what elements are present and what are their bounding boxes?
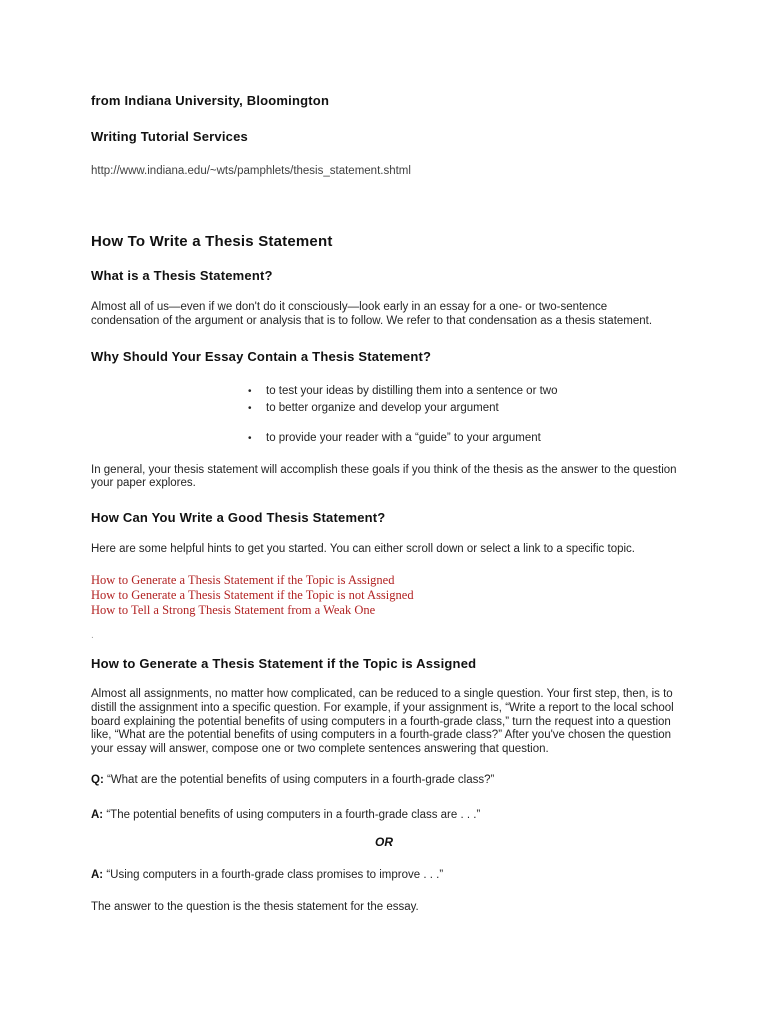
question-text: “What are the potential benefits of using computers in a fourth-grade class?”	[103, 773, 495, 786]
paragraph-closing: The answer to the question is the thesis statement for the essay.	[91, 901, 419, 914]
paragraph-helpful-hints: Here are some helpful hints to get you started. You can either scroll down or select a link to a specific topic.	[91, 543, 635, 556]
list-item	[91, 430, 677, 447]
heading-why-should: Why Should Your Essay Contain a Thesis Statement?	[91, 348, 432, 364]
bullet-icon: •	[248, 402, 252, 414]
or-divider: OR	[375, 834, 393, 849]
question-line	[91, 774, 677, 788]
source-url: http://www.indiana.edu/~wts/pamphlets/thesis_statement.shtml	[91, 165, 411, 177]
heading-how-can: How Can You Write a Good Thesis Statement?	[91, 510, 386, 526]
link-strong-vs-weak[interactable]: How to Tell a Strong Thesis Statement from a Weak One	[91, 602, 376, 617]
service-line: Writing Tutorial Services	[91, 129, 248, 144]
list-item	[91, 383, 677, 400]
stray-period: .	[91, 629, 94, 641]
link-topic-not-assigned[interactable]: How to Generate a Thesis Statement if the Topic is not Assigned	[91, 587, 414, 602]
answer-text: “Using computers in a fourth-grade class promises to improve . . .”	[103, 869, 444, 882]
answer-label: A:	[91, 869, 104, 882]
bullet-icon: •	[248, 385, 252, 397]
paragraph-topic-assigned: Almost all assignments, no matter how complicated, can be reduced to a single question. Your first step, then, is to distill the assignment into a specific question. For example, if your assignment is, “Write a report to the local school board explaining the potential benefits of using computers in a fourth-grade class,” turn the request into a question like, “What are the potential benefits of using computers in a fourth-grade class?” After you've chosen the question your essay will answer, compose one or two complete sentences answering that question.	[91, 687, 674, 756]
paragraph-what-is: Almost all of us—even if we don't do it consciously—look early in an essay for a one- or two-sentence condensation of the argument or analysis that is to follow. We refer to that condensation as a thesis statement.	[91, 301, 653, 327]
answer-line-2	[91, 869, 677, 883]
answer-label: A:	[91, 808, 104, 821]
heading-topic-assigned: How to Generate a Thesis Statement if the Topic is Assigned	[91, 655, 477, 671]
heading-what-is: What is a Thesis Statement?	[91, 268, 273, 283]
bullet-text: to provide your reader with a “guide” to your argument	[266, 431, 541, 444]
paragraph-in-general: In general, your thesis statement will accomplish these goals if you think of the thesis as the answer to the question your paper explores.	[91, 463, 677, 490]
main-title: How To Write a Thesis Statement	[91, 233, 333, 250]
bullet-text: to test your ideas by distilling them into a sentence or two	[266, 384, 558, 397]
bullet-text: to better organize and develop your argument	[266, 401, 499, 414]
answer-text: “The potential benefits of using computers in a fourth-grade class are . . .”	[103, 808, 481, 821]
benefits-bullet-list	[91, 383, 677, 447]
question-label: Q:	[91, 773, 104, 786]
bullet-icon: •	[248, 432, 252, 444]
list-item	[91, 400, 677, 417]
topic-link-list	[91, 573, 677, 618]
answer-line-1	[91, 809, 677, 823]
link-topic-assigned[interactable]: How to Generate a Thesis Statement if the Topic is Assigned	[91, 572, 395, 587]
source-line: from Indiana University, Bloomington	[91, 93, 330, 108]
